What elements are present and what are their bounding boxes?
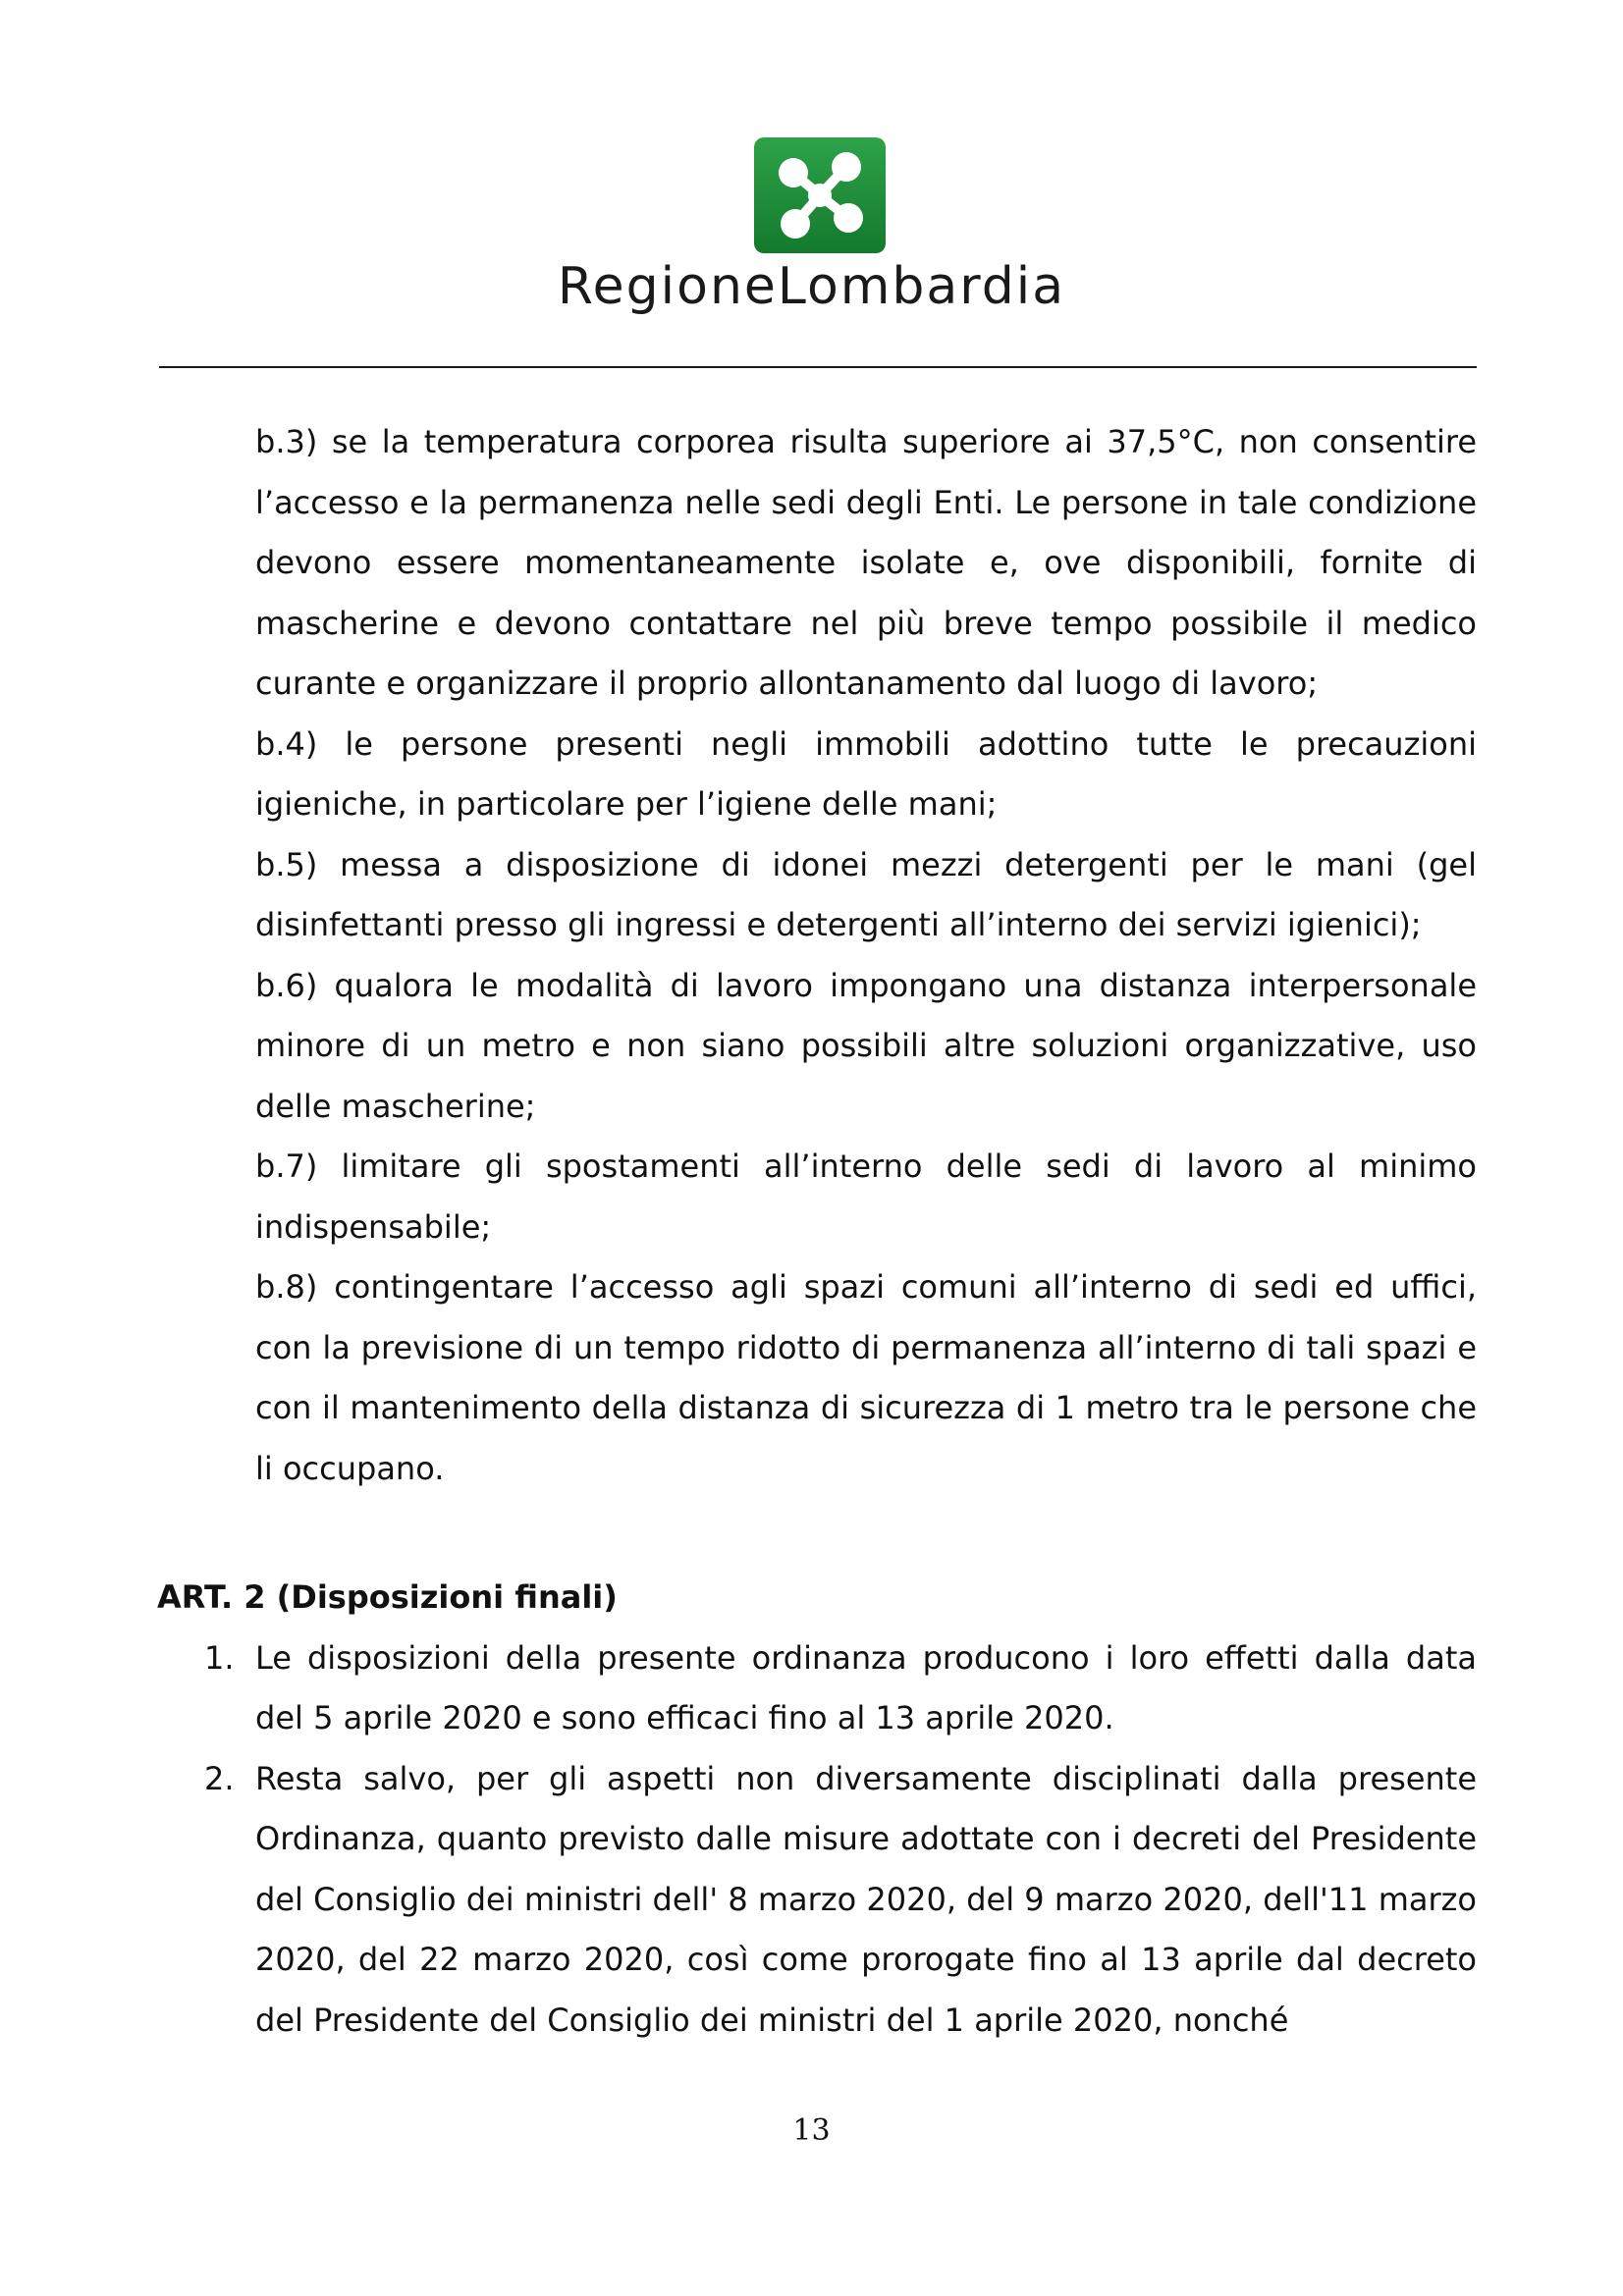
list-item <box>204 1629 1477 1749</box>
page-number: 13 <box>792 2113 831 2148</box>
paragraph-b3: b.3) se la temperatura corporea risulta superiore ai 37,5°C, non consentire l’accesso e la permanenza nelle sedi degli Enti. Le persone in tale condizione devono essere momentaneamente isolate e, ove disponibili, fornite di mascherine e devono contattare nel più breve tempo possibile il medico curante e organizzare il proprio allontanamento dal luogo di lavoro; <box>255 423 1477 702</box>
header-divider <box>159 366 1477 368</box>
list-item-number: 1. <box>204 1638 235 1677</box>
rosa-camuna-icon <box>754 137 886 253</box>
paragraph-b6: b.6) qualora le modalità di lavoro impongano una distanza interpersonale minore di un metro e non siano possibili altre soluzioni organizzative, uso delle mascherine; <box>255 966 1477 1125</box>
document-body <box>0 412 1623 2051</box>
paragraph-b7: b.7) limitare gli spostamenti all’interno delle sedi di lavoro al minimo indispensabile; <box>255 1148 1477 1246</box>
paragraph-b4: b.4) le persone presenti negli immobili adottino tutte le precauzioni igieniche, in particolare per l’igiene delle mani; <box>255 724 1477 823</box>
list-item-number: 2. <box>204 1759 235 1797</box>
logo-wordmark: RegioneLombardia <box>557 257 1066 316</box>
list-item-text: Resta salvo, per gli aspetti non diversamente disciplinati dalla presente Ordinanza, quanto previsto dalle misure adottate con i decreti del Presidente del Consiglio dei ministri dell' 8 marzo 2020, del 9 marzo 2020, dell'11 marzo 2020, del 22 marzo 2020, così come prorogate fino al 13 aprile dal decreto del Presidente del Consiglio dei ministri del 1 aprile 2020, nonché <box>255 1759 1477 2039</box>
list-item-text: Le disposizioni della presente ordinanza producono i loro effetti dalla data del 5 aprile 2020 e sono efficaci fino al 13 aprile 2020. <box>255 1638 1477 1736</box>
article-heading: ART. 2 (Disposizioni finali) <box>157 1578 618 1616</box>
list-item <box>204 1749 1477 2052</box>
page-header <box>0 0 1623 373</box>
paragraph-b5: b.5) messa a disposizione di idonei mezzi detergenti per le mani (gel disinfettanti presso gli ingressi e detergenti all’interno dei servizi igienici); <box>255 845 1477 943</box>
paragraph-b8: b.8) contingentare l’accesso agli spazi comuni all’interno di sedi ed uffici, con la previsione di un tempo ridotto di permanenza all’interno di tali spazi e con il mantenimento della distanza di sicurezza di 1 metro tra le persone che li occupano. <box>255 1268 1477 1487</box>
